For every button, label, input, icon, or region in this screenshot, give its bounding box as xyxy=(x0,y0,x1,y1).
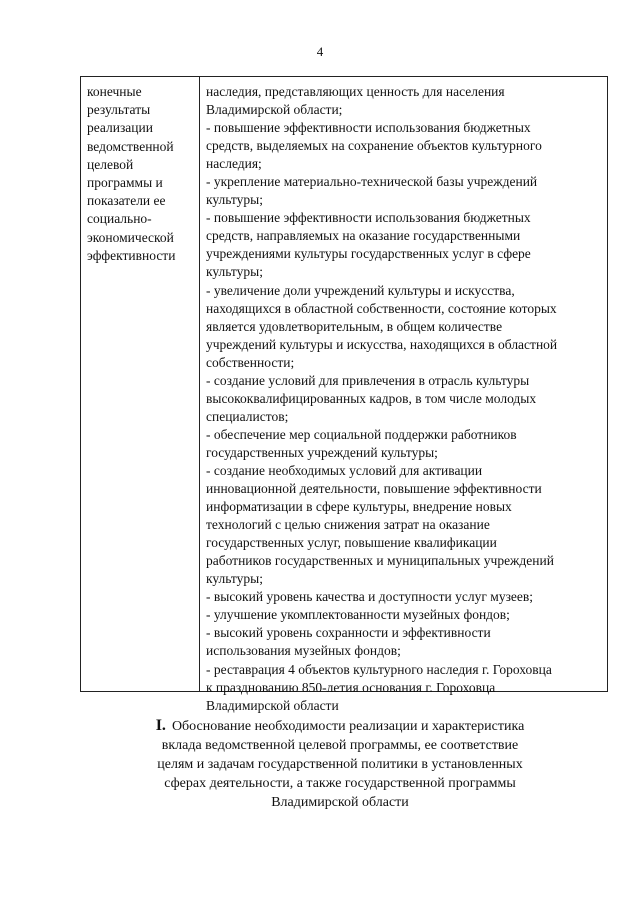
row-label-line: эффективности xyxy=(87,247,176,263)
row-content-cell xyxy=(206,83,604,715)
content-line: специалистов; xyxy=(206,408,289,424)
section-heading-line xyxy=(100,793,580,812)
content-line: государственных учреждений культуры; xyxy=(206,444,438,460)
content-line: государственных услуг, повышение квалификации xyxy=(206,535,497,551)
section-heading-text: Владимирской области xyxy=(271,795,409,810)
section-heading-line xyxy=(100,716,580,736)
content-line: - реставрация 4 объектов культурного наследия г. Гороховца xyxy=(206,661,552,677)
row-label-line: конечные xyxy=(87,84,142,99)
content-line: - улучшение укомплектованности музейных фондов; xyxy=(206,607,510,623)
content-line: наследия; xyxy=(206,156,262,172)
content-line: - обеспечение мер социальной поддержки работников xyxy=(206,426,517,442)
section-heading-line xyxy=(100,736,580,755)
section-heading-line xyxy=(100,755,580,774)
section-number: I. xyxy=(155,717,166,734)
content-line: - создание условий для привлечения в отрасль культуры xyxy=(206,372,530,388)
content-line: наследия, представляющих ценность для населения xyxy=(206,84,505,99)
section-heading-text: вклада ведомственной целевой программы, ее соответствие xyxy=(161,738,519,753)
content-line: - увеличение доли учреждений культуры и искусства, xyxy=(206,282,515,298)
content-line: культуры; xyxy=(206,264,263,280)
row-label-line: экономической xyxy=(87,229,174,245)
content-line: - создание необходимых условий для активации xyxy=(206,462,483,478)
row-label-line: программы и xyxy=(87,175,163,191)
content-line: - высокий уровень качества и доступности услуг музеев; xyxy=(206,589,534,605)
content-line: - высокий уровень сохранности и эффективности xyxy=(206,625,491,641)
row-label-line: показатели ее xyxy=(87,193,166,209)
section-heading-text: целям и задачам государственной политики в установленных xyxy=(157,757,523,772)
row-label-line: социально- xyxy=(87,211,152,227)
content-line: средств, выделяемых на сохранение объектов культурного xyxy=(206,138,542,154)
row-label-line: реализации xyxy=(87,120,153,136)
content-line: - укрепление материально-технической базы учреждений xyxy=(206,174,538,190)
content-line: - повышение эффективности использования бюджетных xyxy=(206,120,531,136)
content-line: учреждений культуры и искусства, находящихся в областной xyxy=(206,336,558,352)
content-line: технологий с целью снижения затрат на оказание xyxy=(206,517,490,533)
content-line: высококвалифицированных кадров, в том числе молодых xyxy=(206,390,537,406)
row-label-line: ведомственной xyxy=(87,138,174,154)
content-line: к празднованию 850-летия основания г. Гороховца xyxy=(206,679,496,695)
program-table xyxy=(80,76,608,713)
content-line: инновационной деятельности, повышение эффективности xyxy=(206,481,542,497)
content-line: Владимирской области; xyxy=(206,102,343,118)
content-line: собственности; xyxy=(206,354,295,370)
row-label-cell xyxy=(87,83,197,265)
content-line: находящихся в областной собственности, состояние которых xyxy=(206,300,557,316)
page-number: 4 xyxy=(316,44,324,59)
content-line: культуры; xyxy=(206,571,263,587)
content-line: работников государственных и муниципальных учреждений xyxy=(206,553,554,569)
content-line: Владимирской области xyxy=(206,697,339,713)
content-line: учреждениями культуры государственных услуг в сфере xyxy=(206,246,531,262)
column-divider xyxy=(199,77,200,691)
section-heading-text: сферах деятельности, а также государственной программы xyxy=(164,776,516,791)
section-heading-text: Обоснование необходимости реализации и характеристика xyxy=(171,719,525,734)
content-line: является удовлетворительным, в общем количестве xyxy=(206,318,503,334)
content-line: - повышение эффективности использования бюджетных xyxy=(206,210,531,226)
content-line: использования музейных фондов; xyxy=(206,643,401,659)
section-heading-line xyxy=(100,774,580,793)
content-line: средств, направляемых на оказание государственными xyxy=(206,228,521,244)
section-heading xyxy=(100,716,580,812)
row-label-line: целевой xyxy=(87,156,134,172)
row-label-line: результаты xyxy=(87,102,151,118)
content-line: информатизации в сфере культуры, внедрение новых xyxy=(206,499,512,515)
content-line: культуры; xyxy=(206,192,263,208)
